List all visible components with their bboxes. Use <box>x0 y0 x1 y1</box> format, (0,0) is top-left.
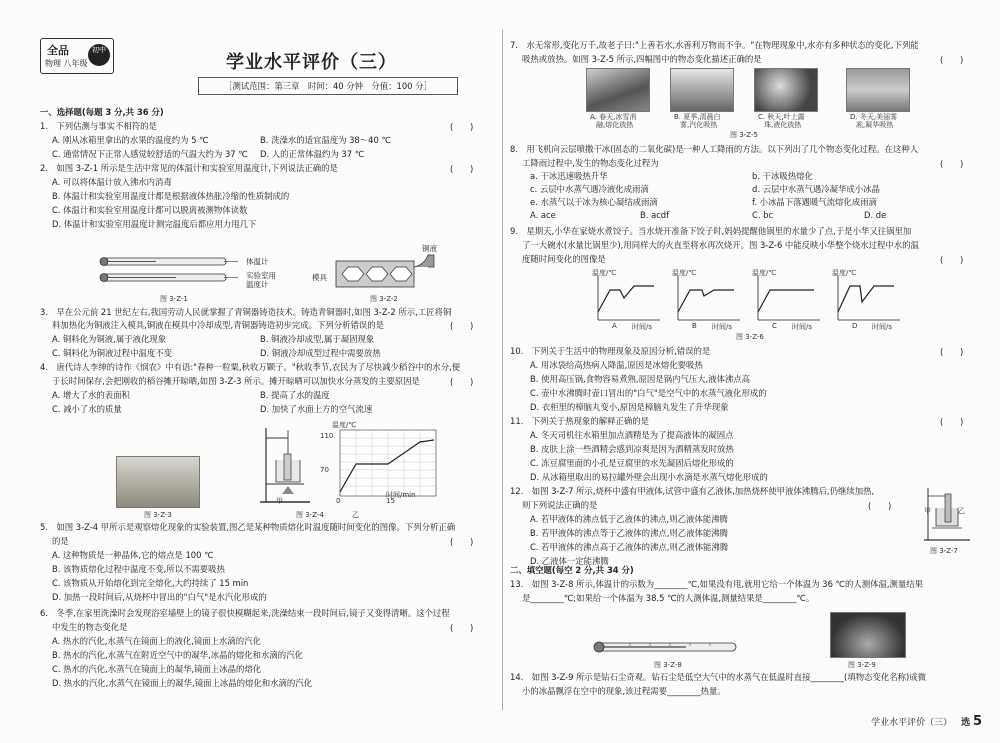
q3-option-d: D. 铜液冷却成型过程中需要放热 <box>260 348 381 358</box>
fig2-label-copper: 铜液 <box>422 244 437 253</box>
q12-option-a: A. 若甲液体的沸点低于乙液体的沸点,则乙液体能沸腾 <box>530 514 728 524</box>
badge-subject: 物理 八年级 <box>45 59 88 68</box>
q10-answer-blank[interactable]: ( ) <box>940 347 964 357</box>
photo-winter-rime <box>846 68 910 112</box>
fig1-caption: 图 3-Z-1 <box>160 295 188 303</box>
q11-stem: 11. 下列关于热现象的解释正确的是 <box>510 416 649 426</box>
q11-option-c: C. 冻豆腐里面的小孔是豆腐里的水先凝固后熔化形成的 <box>530 458 734 468</box>
section-choice: 一、选择题(每题 3 分,共 36 分) <box>40 107 164 117</box>
q4-option-a: A. 增大了水的表面积 <box>52 390 130 400</box>
q6-option-b: B. 热水的汽化,水蒸气在附近空气中的凝华,冰晶的熔化和水滴的汽化 <box>52 650 303 660</box>
q5-answer-blank[interactable]: ( ) <box>450 537 474 547</box>
q9-answer-blank[interactable]: ( ) <box>940 255 964 265</box>
photo-autumn-dew <box>754 68 818 112</box>
q6-stem: 6. 冬季,在家里洗澡时会发现浴室墙壁上的镜子很快模糊起来,洗澡结束一段时间后,镜子又变得清晰。这个过程 <box>40 608 450 618</box>
q7-stem-2: 吸热或放热。如图 3-Z-5 所示,四幅图中的物态变化描述正确的是 <box>522 54 762 64</box>
q3-option-b: B. 铜液冷却成型,属于凝固现象 <box>260 334 375 344</box>
photo-a-caption-2: 融,熔化放热 <box>596 121 634 129</box>
q3-option-a: A. 铜料化为铜液,属于液化现象 <box>52 334 167 344</box>
graph-b-label: B <box>692 322 697 330</box>
q5-stem-2: 的是 <box>52 536 69 546</box>
badge-circle: 初中 <box>88 44 110 66</box>
fig2-label-mold: 模具 <box>312 273 327 282</box>
photo-b-caption-2: 雾,汽化吸热 <box>680 121 718 129</box>
photo-spring-ice <box>586 68 650 112</box>
q13-stem: 13. 如图 3-Z-8 所示,体温计的示数为________℃,如果没有甩,就用它给一个体温为 36 ℃的人测体温,测量结果 <box>510 579 923 589</box>
q14-stem-2: 小的冰晶飘浮在空中的现象,该过程需要________热量。 <box>522 686 726 696</box>
graph4-ylabel: 温度/℃ <box>332 421 357 429</box>
q4-answer-blank[interactable]: ( ) <box>450 377 474 387</box>
photo-c-caption: C. 秋天,叶上露 <box>758 113 805 121</box>
q8-item-a: a. 干冰迅速吸热升华 <box>530 171 608 181</box>
fig1-label-lab2: 温度计 <box>246 280 269 289</box>
q5-stem: 5. 如图 3-Z-4 甲所示是观察熔化现象的实验装置,图乙是某种物质熔化时温度随时间变化的图像。下列分析正确 <box>40 522 456 532</box>
graph-d-xlabel: 时间/s <box>872 323 893 331</box>
series-badge <box>40 38 114 74</box>
q8-option-d: D. de <box>864 210 887 220</box>
column-divider <box>502 30 503 710</box>
fig1-label-clinical: 体温计 <box>246 257 269 266</box>
graph-c-label: C <box>772 322 777 330</box>
label-jia: 甲 <box>276 497 283 505</box>
fig5-caption: 图 3-Z-5 <box>730 131 758 139</box>
figure-clinical-thermometer <box>590 638 740 656</box>
figure-melting-apparatus <box>256 424 314 508</box>
q5-option-d: D. 加热一段时间后,从烧杯中冒出的"白气"是水汽化形成的 <box>52 592 267 602</box>
q4-option-c: C. 减小了水的质量 <box>52 404 122 414</box>
q8-option-a: A. ace <box>530 210 556 220</box>
q10-option-a: A. 用冰袋给高热病人降温,原因是冰熔化要吸热 <box>530 360 703 370</box>
q4-stem-2: 于长时间保存,会把刚收的稻谷摊开晾晒,如图 3-Z-3 所示。摊开晾晒可以加快水分蒸发的主要原因是 <box>52 376 420 386</box>
q13-stem-2: 是________℃;如果给一个体温为 38.5 ℃的人测体温,测量结果是________℃。 <box>522 593 815 603</box>
q9-stem-2: 了一大碗水(水量比锅里少),用同样大的火直至将水再次烧开。图 3-Z-6 中能反映小华整个烧水过程中水的温 <box>522 240 919 250</box>
q11-option-b: B. 皮肤上涂一些酒精会感到凉爽是因为酒精蒸发时放热 <box>530 444 734 454</box>
q6-option-c: C. 热水的汽化,水蒸气在镜面上的凝华,镜面上冰晶的熔化 <box>52 664 262 674</box>
fig2-caption: 图 3-Z-2 <box>370 295 398 303</box>
q9-stem: 9. 星期天,小华在家烧水煮饺子。当水烧开准备下饺子时,妈妈提醒他锅里的水量少了点,于是小华又往锅里加 <box>510 226 912 236</box>
q8-item-b: b. 干冰吸热熔化 <box>752 171 813 181</box>
photo-summer-fog <box>670 68 734 112</box>
fig9-caption: 图 3-Z-9 <box>848 661 876 669</box>
q8-item-f: f. 小冰晶下落遇暖气流熔化成雨滴 <box>752 197 877 207</box>
graph-c-ylabel: 温度/℃ <box>752 269 777 277</box>
fig8-caption: 图 3-Z-8 <box>654 661 682 669</box>
q8-item-d: d. 云层中水蒸气遇冷凝华成小冰晶 <box>752 184 880 194</box>
section-fill: 二、填空题(每空 2 分,共 34 分) <box>510 565 634 575</box>
graph-d-ylabel: 温度/℃ <box>832 269 857 277</box>
page-number: 5 <box>972 714 982 729</box>
graph-a-ylabel: 温度/℃ <box>592 269 617 277</box>
photo-d-caption-2: 凇,凝华吸热 <box>856 121 894 129</box>
q12-stem: 12. 如图 3-Z-7 所示,烧杯中盛有甲液体,试管中盛有乙液体,加热烧杯使甲液体沸腾后,仍继续加热, <box>510 486 875 496</box>
photo-d-caption: D. 冬天,美丽雾 <box>850 113 898 121</box>
graph4-xlabel: 时间/min <box>386 491 416 499</box>
graph4-xtick-0: 0 <box>336 497 341 505</box>
q2-answer-blank[interactable]: ( ) <box>450 164 474 174</box>
q8-stem: 8. 用飞机向云层喷撒干冰(固态的二氧化碳)是一种人工降雨的方法。以下列出了几个物态变化过程。在这种人 <box>510 144 919 154</box>
page-footer <box>871 714 982 729</box>
fig4-caption: 图 3-Z-4 <box>296 511 324 519</box>
footer-mark: 选 <box>961 718 971 728</box>
q8-option-b: B. acdf <box>640 210 670 220</box>
q4-option-b: B. 提高了水的温度 <box>260 390 330 400</box>
q7-answer-blank[interactable]: ( ) <box>940 55 964 65</box>
label-yi: 乙 <box>352 511 359 519</box>
q1-answer-blank[interactable]: ( ) <box>450 122 474 132</box>
photo-a-caption: A. 春天,冰雪消 <box>590 113 637 121</box>
q3-option-c: C. 铜料化为铜液过程中温度不变 <box>52 348 173 358</box>
q11-option-a: A. 冬天司机往水箱里加点酒精是为了提高液体的凝固点 <box>530 430 734 440</box>
q8-stem-2: 工降雨过程中,发生的物态变化过程为 <box>522 158 659 168</box>
graph4-ytick-110: 110 <box>320 432 334 440</box>
photo-b-caption: B. 夏季,清晨白 <box>674 113 721 121</box>
graph4-ytick-70: 70 <box>320 466 329 474</box>
q3-answer-blank[interactable]: ( ) <box>450 321 474 331</box>
q4-stem: 4. 唐代诗人李绅的诗作《悯农》中有语:"春种一粒粟,秋收万颗子。"秋收季节,农民为了尽快减少稻谷中的水分,便 <box>40 362 461 372</box>
q4-option-d: D. 加快了水面上方的空气流速 <box>260 404 373 414</box>
q12-option-d: D. 乙液体一定能沸腾 <box>530 556 609 566</box>
fig7-caption: 图 3-Z-7 <box>930 547 958 555</box>
q3-stem-2: 料加热化为铜液注入模具,铜液在模具中冷却成型,青铜器铸造初步完成。下列分析错误的是 <box>52 320 384 330</box>
q12-option-c: C. 若甲液体的沸点高于乙液体的沸点,则乙液体能沸腾 <box>530 542 729 552</box>
q10-stem: 10. 下列关于生活中的物理现象及原因分析,错误的是 <box>510 346 711 356</box>
fig3-caption: 图 3-Z-3 <box>144 511 172 519</box>
q8-item-e: e. 水蒸气以干冰为核心凝结成雨滴 <box>530 197 658 207</box>
q2-stem: 2. 如图 3-Z-1 所示是生活中常见的体温计和实验室用温度计,下列说法正确的是 <box>40 163 338 173</box>
graph-b-xlabel: 时间/s <box>712 323 733 331</box>
fig1-label-lab: 实验室用 <box>246 271 276 280</box>
q1-option-a: A. 刚从冰箱里拿出的水果的温度约为 5 ℃ <box>52 135 209 145</box>
figure-drying-grain-photo <box>116 456 200 508</box>
graph-b-ylabel: 温度/℃ <box>672 269 697 277</box>
q5-option-a: A. 这种物质是一种晶体,它的熔点是 100 ℃ <box>52 550 214 560</box>
test-scope: ［测试范围：第三章 时间：40 分钟 分值：100 分］ <box>198 77 458 95</box>
q1-option-d: D. 人的正常体温约为 37 ℃ <box>260 149 365 159</box>
q14-stem: 14. 如图 3-Z-9 所示是钻石尘奇观。钻石尘是低空大气中的水蒸气在低温时直接________(填物态变化名称)成微 <box>510 672 926 682</box>
q2-option-b: B. 体温计和实验室用温度计都是根据液体热胀冷缩的性质制成的 <box>52 191 290 201</box>
graph4-xtick-15: 15 <box>386 497 395 505</box>
graph-a-xlabel: 时间/s <box>632 323 653 331</box>
graph-d-label: D <box>852 322 858 330</box>
q5-option-c: C. 该物质从开始熔化到完全熔化,大约持续了 15 min <box>52 578 249 588</box>
q8-answer-blank[interactable]: ( ) <box>940 159 964 169</box>
graph-a-label: A <box>612 322 617 330</box>
page-title: 学业水平评价（三） <box>226 52 397 73</box>
q10-option-c: C. 壶中水沸腾时壶口冒出的"白气"是空气中的水蒸气液化形成的 <box>530 388 767 398</box>
q2-option-a: A. 可以将体温计放入沸水内消毒 <box>52 177 172 187</box>
photo-diamond-dust <box>830 612 906 658</box>
photo-c-caption-2: 珠,液化放热 <box>764 121 802 129</box>
q12-answer-blank[interactable]: ( ) <box>868 501 892 511</box>
q6-answer-blank[interactable]: ( ) <box>450 623 474 633</box>
graph-c-xlabel: 时间/s <box>792 323 813 331</box>
q1-option-c: C. 通常情况下正常人感觉较舒适的气温大约为 37 ℃ <box>52 149 248 159</box>
q10-option-b: B. 使用高压锅,食物容易煮熟,原因是锅内气压大,液体沸点高 <box>530 374 751 384</box>
q5-option-b: B. 该物质熔化过程中温度不变,所以不需要吸热 <box>52 564 225 574</box>
q11-option-d: D. 从冰箱里取出的易拉罐外壁会出现小水滴是水蒸气熔化形成的 <box>530 472 768 482</box>
q1-option-b: B. 洗澡水的适宜温度为 38～40 ℃ <box>260 135 391 145</box>
q2-option-d: D. 体温计和实验室用温度计测完温度后都应用力甩几下 <box>52 219 257 229</box>
figure-thermometers <box>96 252 246 290</box>
q3-stem: 3. 早在公元前 21 世纪左右,我国劳动人民就掌握了青铜器铸造技术。铸造青铜器时,如图 3-Z-2 所示,工匠将铜 <box>40 307 452 317</box>
q8-option-c: C. bc <box>752 210 774 220</box>
q8-item-c: c. 云层中水蒸气遇冷液化成雨滴 <box>530 184 649 194</box>
q6-stem-2: 中发生的物态变化是 <box>52 622 128 632</box>
q6-option-d: D. 热水的汽化,水蒸气在镜面上的凝华,镜面上冰晶的熔化和水滴的汽化 <box>52 678 312 688</box>
fig7-label-yi: 乙 <box>958 507 965 515</box>
q11-answer-blank[interactable]: ( ) <box>940 417 964 427</box>
q10-option-d: D. 衣柜里的樟脑丸变小,原因是樟脑丸发生了升华现象 <box>530 402 729 412</box>
fig7-label-jia: 甲 <box>924 507 931 515</box>
q1-stem: 1. 下列估测与事实不相符的是 <box>40 121 157 131</box>
q12-option-b: B. 若甲液体的沸点等于乙液体的沸点,则乙液体能沸腾 <box>530 528 728 538</box>
q7-stem: 7. 水无常形,变化万千,故老子曰:"上善若水,水善利万物而不争。"在物理现象中,水亦有多种状态的变化,下列能 <box>510 40 919 50</box>
fig6-caption: 图 3-Z-6 <box>736 333 764 341</box>
q12-stem-2: 则下列说法正确的是 <box>522 500 598 510</box>
q9-stem-3: 度随时间变化的图像是 <box>522 254 606 264</box>
q2-option-c: C. 体温计和实验室用温度计都可以脱离被测物体读数 <box>52 205 248 215</box>
q6-option-a: A. 热水的汽化,水蒸气在镜面上的液化,镜面上水滴的汽化 <box>52 636 261 646</box>
footer-title: 学业水平评价（三） <box>871 718 953 728</box>
badge-title: 全品 <box>47 44 69 57</box>
